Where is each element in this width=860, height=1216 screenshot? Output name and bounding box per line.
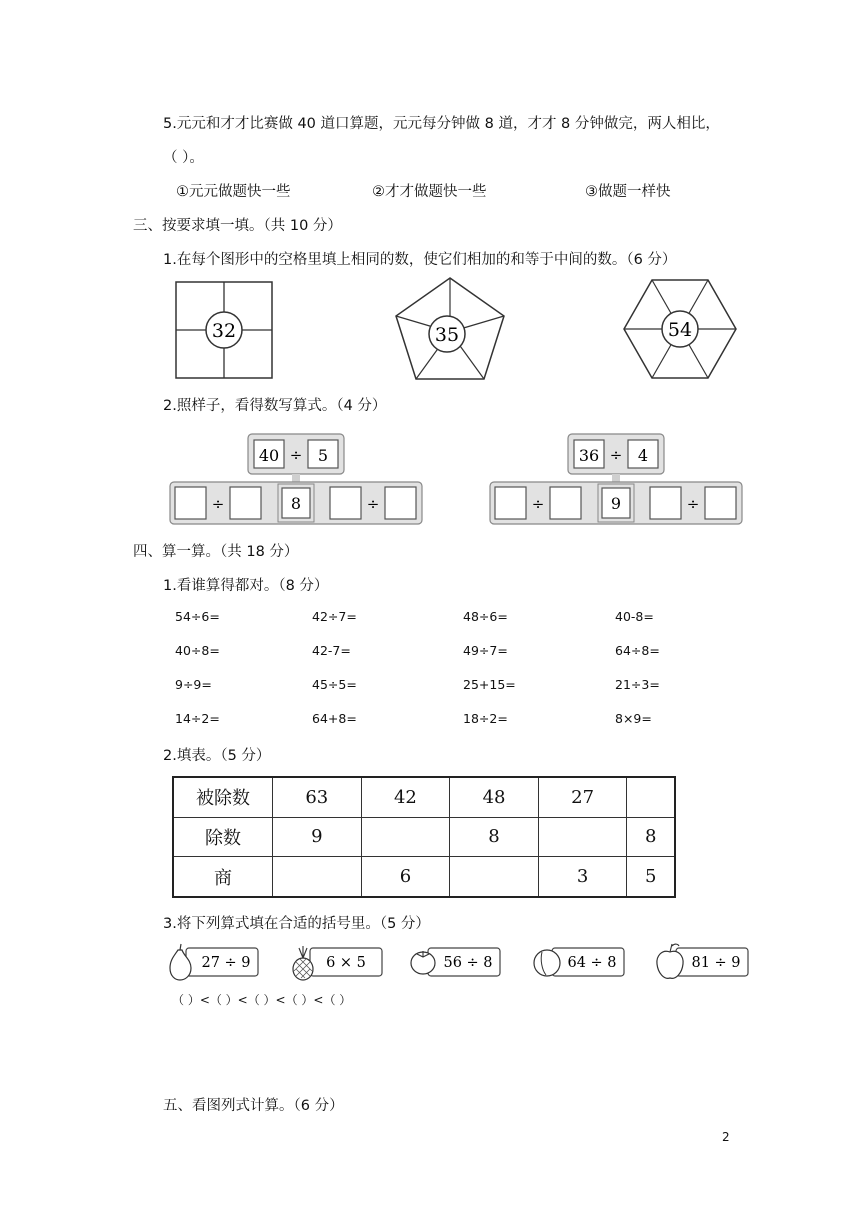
example2-dividend: 36: [578, 446, 600, 465]
arith-problem[interactable]: 40÷8=: [175, 643, 220, 658]
table-header-cell: 被除数: [173, 777, 273, 817]
table-cell: 3: [538, 857, 627, 897]
hexagon-center-value: 54: [667, 319, 693, 341]
fruit-card-tomato: [406, 942, 504, 982]
answer-box[interactable]: [550, 487, 581, 519]
arith-problem[interactable]: 64÷8=: [615, 643, 660, 658]
section3-q2: 2.照样子，看得数写算式。（4 分）: [163, 398, 387, 414]
section3-title: 三、按要求填一填。（共 10 分）: [133, 218, 342, 234]
example1-dividend: 40: [258, 446, 280, 465]
division-diagram-1: [168, 432, 424, 526]
arith-problem[interactable]: 9÷9=: [175, 677, 212, 692]
section3-q1: 1.在每个图形中的空格里填上相同的数，使它们相加的和等于中间的数。（6 分）: [163, 252, 677, 268]
q5-option-3[interactable]: ③做题一样快: [585, 184, 671, 200]
table-blank-cell[interactable]: [627, 777, 675, 817]
example1-operator: ÷: [289, 446, 303, 464]
table-cell: 5: [627, 857, 675, 897]
arith-problem[interactable]: 49÷7=: [463, 643, 508, 658]
order-answer-line[interactable]: （ ）<（ ）<（ ）<（ ）<（ ）: [172, 993, 352, 1007]
example1-result: 8: [290, 494, 302, 513]
fruit-expr-1: 27 ÷ 9: [201, 955, 251, 971]
arith-problem[interactable]: 48÷6=: [463, 609, 508, 624]
example2-divisor: 4: [637, 446, 649, 465]
section4-q3: 3.将下列算式填在合适的括号里。（5 分）: [163, 916, 430, 932]
fruit-expr-4: 64 ÷ 8: [567, 955, 617, 971]
example1-divisor: 5: [317, 446, 329, 465]
answer-box[interactable]: [495, 487, 526, 519]
section4-title: 四、算一算。（共 18 分）: [133, 544, 299, 560]
fruit-card-peach: [530, 942, 628, 982]
q5-option-1[interactable]: ①元元做题快一些: [176, 184, 291, 200]
pentagon-center-value: 35: [434, 324, 460, 346]
arith-problem[interactable]: 64+8=: [312, 711, 357, 726]
arith-problem[interactable]: 45÷5=: [312, 677, 357, 692]
fruit-expr-5: 81 ÷ 9: [691, 955, 741, 971]
arith-problem[interactable]: 14÷2=: [175, 711, 220, 726]
arith-problem[interactable]: 54÷6=: [175, 609, 220, 624]
arith-problem[interactable]: 42-7=: [312, 643, 351, 658]
table-cell: 27: [538, 777, 627, 817]
table-cell: 48: [450, 777, 539, 817]
answer-box[interactable]: [705, 487, 736, 519]
arith-problem[interactable]: 21÷3=: [615, 677, 660, 692]
tomato-icon: [411, 951, 435, 974]
fruit-card-pear: [164, 942, 262, 982]
arith-problem[interactable]: 18÷2=: [463, 711, 508, 726]
answer-box[interactable]: [230, 487, 261, 519]
arith-problem[interactable]: 42÷7=: [312, 609, 357, 624]
table-header-cell: 商: [173, 857, 273, 897]
division-diagram-2: [488, 432, 744, 526]
square-figure: [174, 280, 274, 380]
fruit-expr-2: 6 × 5: [326, 955, 366, 971]
q5-text-line1: 5.元元和才才比赛做 40 道口算题，元元每分钟做 8 道，才才 8 分钟做完，两人相比，: [163, 116, 720, 132]
table-row: [173, 857, 675, 897]
page-number: 2: [722, 1130, 730, 1144]
answer-box[interactable]: [650, 487, 681, 519]
table-cell: 8: [450, 817, 539, 857]
fruit-expr-3: 56 ÷ 8: [443, 955, 493, 971]
division-sign-2: ÷: [686, 495, 700, 513]
q5-answer-blank[interactable]: （ ）。: [163, 150, 204, 166]
answer-box[interactable]: [385, 487, 416, 519]
table-header-cell: 除数: [173, 817, 273, 857]
table-cell: 9: [273, 817, 362, 857]
arith-problem[interactable]: 25+15=: [463, 677, 516, 692]
table-blank-cell[interactable]: [538, 817, 627, 857]
division-sign-2: ÷: [366, 495, 380, 513]
section4-q2: 2.填表。（5 分）: [163, 748, 271, 764]
hexagon-figure: [622, 278, 738, 380]
division-sign-1: ÷: [211, 495, 225, 513]
table-blank-cell[interactable]: [361, 817, 450, 857]
fruit-card-apple: [654, 940, 752, 982]
example2-result: 9: [610, 494, 622, 513]
table-row: [173, 777, 675, 817]
table-row: [173, 817, 675, 857]
example2-operator: ÷: [609, 446, 623, 464]
arith-problem[interactable]: 8×9=: [615, 711, 652, 726]
section5-title: 五、看图列式计算。（6 分）: [163, 1098, 344, 1114]
division-sign-1: ÷: [531, 495, 545, 513]
table-blank-cell[interactable]: [450, 857, 539, 897]
table-cell: 42: [361, 777, 450, 817]
arith-problem[interactable]: 40-8=: [615, 609, 654, 624]
table-blank-cell[interactable]: [273, 857, 362, 897]
answer-box[interactable]: [175, 487, 206, 519]
table-cell: 63: [273, 777, 362, 817]
division-table: [172, 776, 676, 898]
pentagon-figure: [394, 276, 506, 382]
table-cell: 6: [361, 857, 450, 897]
answer-box[interactable]: [330, 487, 361, 519]
peach-icon: [534, 950, 560, 976]
q5-option-2[interactable]: ②才才做题快一些: [372, 184, 487, 200]
fruit-card-pineapple: [288, 942, 386, 982]
square-center-value: 32: [211, 320, 237, 342]
table-cell: 8: [627, 817, 675, 857]
section4-q1: 1.看谁算得都对。（8 分）: [163, 578, 329, 594]
